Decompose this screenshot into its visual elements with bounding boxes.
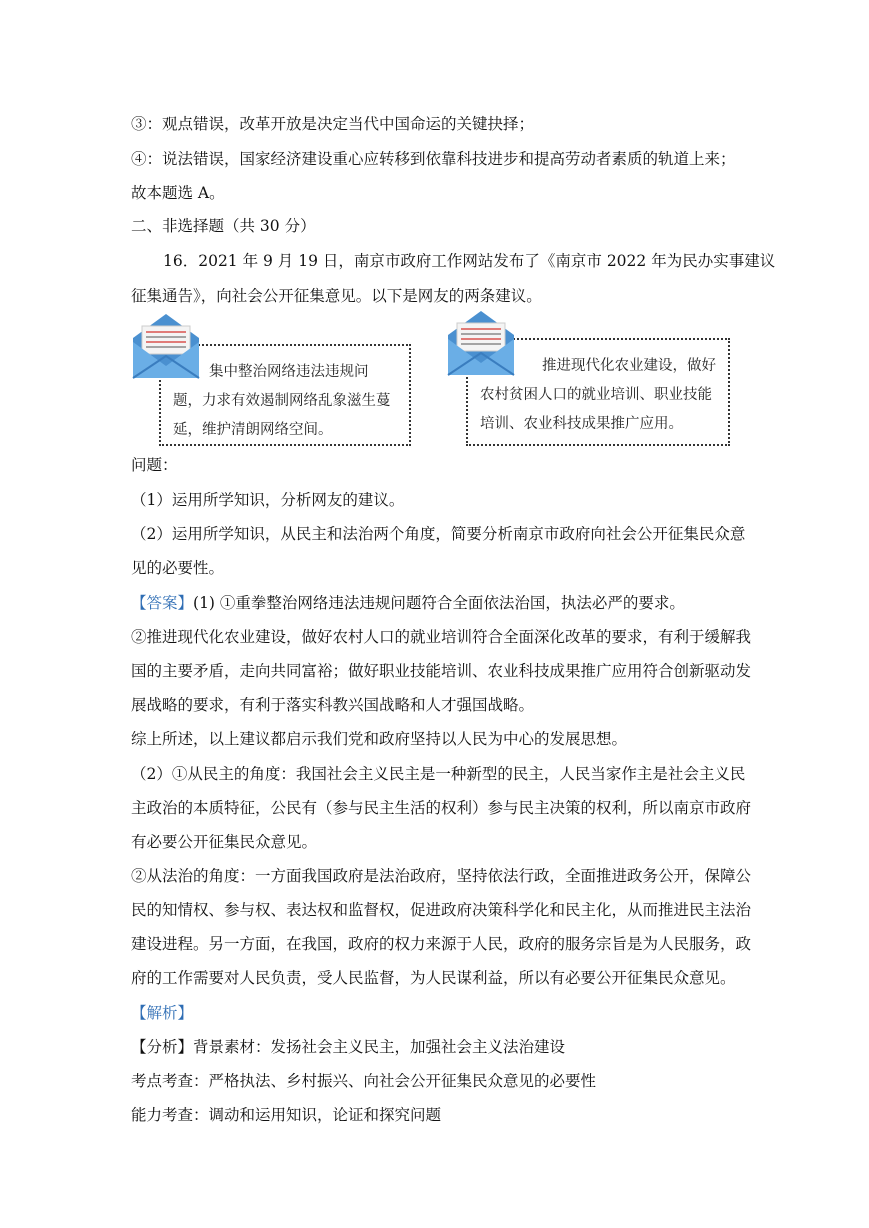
card-text: 培训、农业科技成果推广应用。 (480, 416, 683, 432)
card-text: 延，维护清朗网络空间。 (173, 422, 333, 438)
card-text: 推进现代化农业建设，做好 (542, 358, 716, 374)
card-text: 集中整治网络违法违规问 (209, 364, 369, 380)
question-16-line: 征集通告》，向社会公开征集意见。以下是网友的两条建议。 (131, 287, 542, 305)
answer-line: 有必要公开征集民众意见。 (131, 833, 318, 851)
envelope-icon (131, 312, 201, 380)
text-line: 故本题选 A。 (131, 184, 225, 202)
question-1: （1）运用所学知识，分析网友的建议。 (131, 491, 405, 509)
text-line: ④：说法错误，国家经济建设重心应转移到依靠科技进步和提高劳动者素质的轨道上来； (131, 150, 736, 168)
card-text: 题，力求有效遏制网络乱象滋生蔓 (173, 393, 391, 409)
analysis-line: 考点考查：严格执法、乡村振兴、向社会公开征集民众意见的必要性 (131, 1072, 597, 1090)
answer-line: ②推进现代化农业建设，做好农村人口的就业培训符合全面深化改革的要求，有利于缓解我 (131, 628, 752, 646)
answer-line: 综上所述，以上建议都启示我们党和政府坚持以人民为中心的发展思想。 (131, 730, 628, 748)
answer-line: 展战略的要求，有利于落实科教兴国战略和人才强国战略。 (131, 696, 535, 714)
question-2: （2）运用所学知识，从民主和法治两个角度，简要分析南京市政府向社会公开征集民众意 (131, 525, 746, 543)
answer-text: (1) ①重拳整治网络违法违规问题符合全面依法治国，执法必严的要求。 (193, 594, 685, 612)
section-heading: 二、非选择题（共 30 分） (131, 217, 316, 235)
analysis-line: 能力考查：调动和运用知识，论证和探究问题 (131, 1106, 442, 1124)
answer-tag: 【答案】 (131, 594, 194, 612)
question-16-line: 16．2021 年 9 月 19 日，南京市政府工作网站发布了《南京市 2022 年为民办实事建议 (163, 252, 776, 270)
answer-line: 建设进程。另一方面，在我国，政府的权力来源于人民，政府的服务宗旨是为人民服务，政 (131, 935, 752, 953)
card-text: 农村贫困人口的就业培训、职业技能 (480, 387, 712, 403)
analysis-tag: 【解析】 (131, 1004, 194, 1022)
answer-line (131, 591, 685, 613)
answer-line: 主政治的本质特征，公民有（参与民主生活的权利）参与民主决策的权利，所以南京市政府 (131, 799, 752, 817)
analysis-line: 【分析】背景素材：发扬社会主义民主，加强社会主义法治建设 (131, 1038, 566, 1056)
question-2: 见的必要性。 (131, 559, 225, 577)
question-label: 问题： (131, 456, 178, 474)
answer-line: ②从法治的角度：一方面我国政府是法治政府，坚持依法行政，全面推进政务公开，保障公 (131, 867, 752, 885)
text-line: ③：观点错误，改革开放是决定当代中国命运的关键抉择； (131, 115, 535, 133)
envelope-icon (446, 309, 516, 377)
answer-line: （2）①从民主的角度：我国社会主义民主是一种新型的民主，人民当家作主是社会主义民 (131, 765, 746, 783)
answer-line: 国的主要矛盾，走向共同富裕；做好职业技能培训、农业科技成果推广应用符合创新驱动发 (131, 662, 752, 680)
answer-line: 府的工作需要对人民负责，受人民监督，为人民谋利益，所以有必要公开征集民众意见。 (131, 969, 736, 987)
answer-line: 民的知情权、参与权、表达权和监督权，促进政府决策科学化和民主化，从而推进民主法治 (131, 901, 752, 919)
